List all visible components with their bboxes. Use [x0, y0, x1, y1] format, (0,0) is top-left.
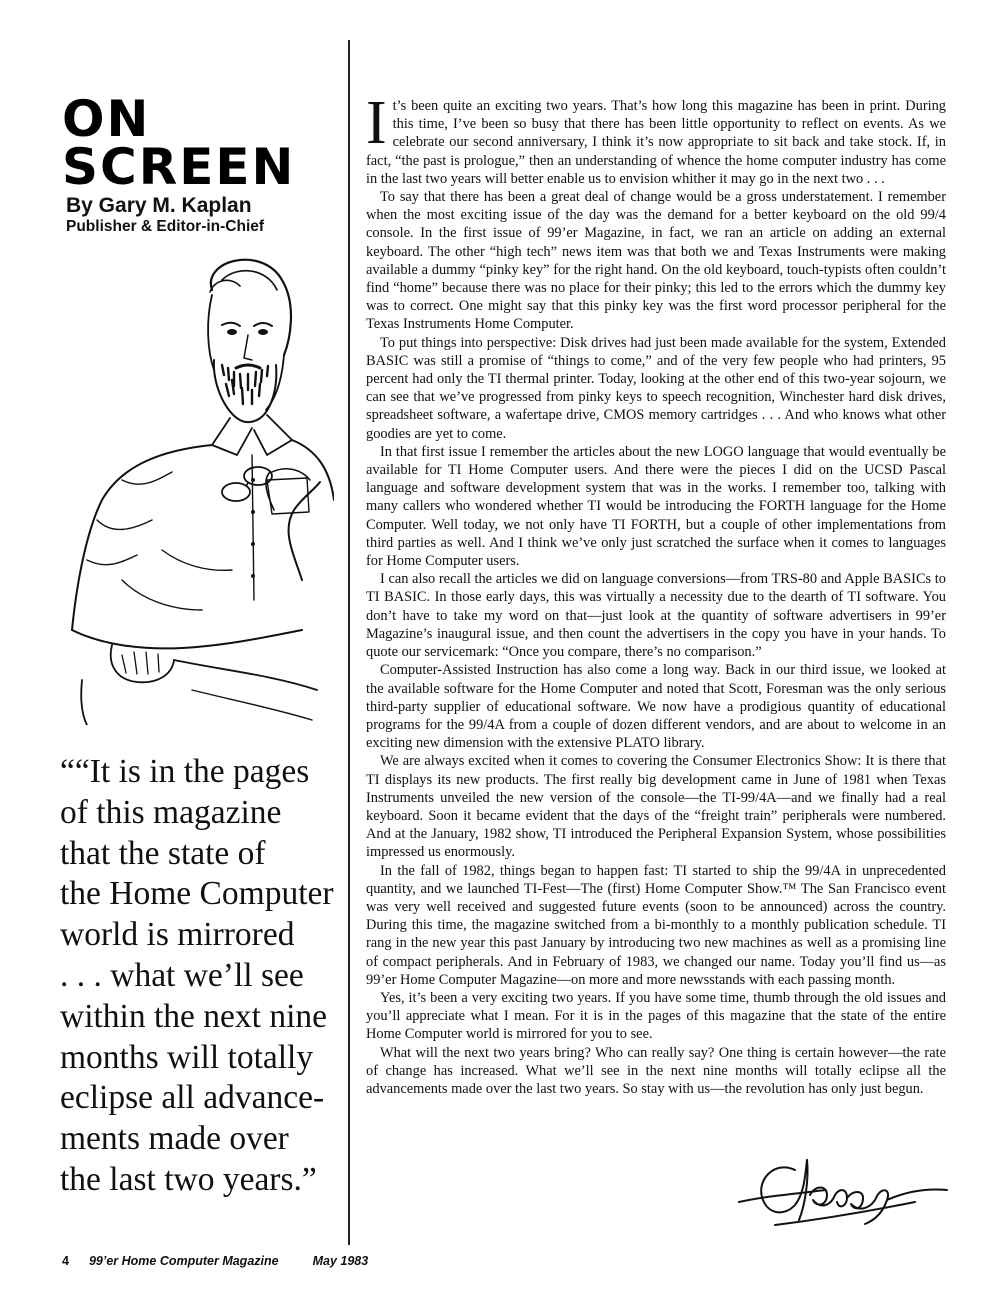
column-heading: [62, 90, 296, 196]
pull-quote: [60, 752, 352, 1201]
article-paragraph: We are always excited when it comes to covering the Consumer Electronics Show: It is there that TI displays its new products. The first really big development came in June of 1981 when Texas Instruments unveiled the new version of the console—the TI-99/4A—and we finally had a real keyboard. Soon it became evident that the days of the “freight train” peripherals were numbered. And at the January, 1982 show, TI introduced the Peripheral Expansion System, whose possibilities impressed us enormously.: [366, 753, 946, 861]
pull-quote-line: ““It is in the pages: [60, 753, 310, 790]
article-paragraph: It’s been quite an exciting two years. That’s how long this magazine has been in print. During this time, I’ve been so busy that there has been little opportunity to reflect on events. As we celebrate our second anniversary, I think it’s now appropriate to sit back and take stock. If, in fact, “the past is prologue,” then an understanding of whence the home computer industry has come in the last two years will better enable us to envision whither it may go in the next two . . .: [366, 89, 946, 187]
article-paragraph: In the fall of 1982, things began to happen fast: TI started to ship the 99/4A in unprecedented quantity, and we launched TI-Fest—The (first) Home Computer Show.™ The San Francisco event was very well received and suggested future events (soon to be announced) across the country. During this time, the magazine switched from a bi-monthly to a monthly publication schedule. TI rang in the new year this past January by introducing two new machines as well as a promising line of compact peripherals. And in February of 1983, we changed our name. Today you’ll find us—as 99’er Home Computer Magazine—on more and more newsstands with each passing month.: [366, 862, 946, 988]
pull-quote-line: ments made over: [60, 1120, 289, 1158]
article-paragraph: To say that there has been a great deal of change would be a gross understatement. I remember when the most exciting issue of the day was the demand for a better keyboard on the old 99/4 console. In the first issue of 99’er Magazine, in fact, we ran an article on adding an external keyboard. The other “high tech” news item was that both we and Texas Instruments were making available a dummy “pinky key” for the right hand. On the old keyboard, touch-typists often couldn’t find “home” because there was no place for their pinky; this led to the errors which the dummy key was to correct. One might say that this pinky key was the first word processor peripheral for the Texas Instruments Home Computer.: [366, 189, 946, 333]
author-title: Publisher & Editor-in-Chief: [66, 218, 265, 235]
author-byline: By Gary M. Kaplan: [66, 194, 252, 217]
article-paragraph: Yes, it’s been a very exciting two years. If you have some time, thumb through the old issues and you’ll appreciate what I mean. For it is in the pages of this magazine that the state of the entire Home Computer world is mirrored for you to see.: [366, 989, 946, 1043]
article-paragraph: In that first issue I remember the articles about the new LOGO language that would eventually be available for TI Home Computer users. And there were the pieces I did on the UCSD Pascal language and software development system that was in the works. I remember too, talking with many callers who wondered whether TI would be introducing the FORTH language for the Home Computer. Well today, we not only have TI FORTH, but a couple of other implementations from third parties as well. And I think we’ve only just scratched the surface when it comes to languages for Home Computer users.: [366, 443, 946, 570]
pull-quote-line: eclipse all advance-: [60, 1079, 325, 1117]
pull-quote-line: . . . what we’ll see: [60, 956, 304, 994]
pull-quote-line: the Home Computer: [60, 875, 334, 913]
pull-quote-line: within the next nine: [60, 997, 328, 1035]
page-number: 4: [62, 1254, 69, 1268]
page-footer: [62, 1254, 368, 1268]
portrait-sketch: [62, 250, 334, 725]
article-paragraph: What will the next two years bring? Who can really say? One thing is certain however—the rate of change has increased. What we’ll see in the next nine months will totally eclipse all the advancements made over the last two years. So stay with us—the revolution has only just begun.: [366, 1044, 946, 1097]
magazine-name: 99’er Home Computer Magazine: [88, 1254, 279, 1268]
pull-quote-line: of this magazine: [60, 793, 282, 831]
issue-date: May 1983: [312, 1254, 369, 1268]
drop-cap: I: [366, 89, 387, 157]
column-divider: [348, 40, 350, 1245]
pull-quote-line: months will totally: [60, 1038, 314, 1076]
handwritten-signature: [735, 1150, 950, 1235]
article-paragraph: To put things into perspective: Disk drives had just been made available for the system, Extended BASIC was still a promise of “things to come,” and of the very few people who had printers, 95 percent had only the TI thermal printer. Today, looking at the other end of this two-year sojourn, we can see that we’ve progressed from pinky keys to speech recognition, Winchester hard disk drives, spreadsheet software, a wafertape drive, CMOS memory cartridges . . . And who knows what other goodies are yet to come.: [366, 334, 946, 442]
article-body: [366, 89, 946, 1098]
pull-quote-line: the last two years.”: [60, 1160, 317, 1198]
heading-line-1: ON: [62, 90, 151, 148]
article-paragraph: I can also recall the articles we did on language conversions—from TRS-80 and Apple BASICs to TI BASIC. In those early days, this was virtually a necessity due to the dearth of TI software. You don’t have to take my word on that—just look at the quantity of software advertisers in 99’er Magazine’s inaugural issue, and then count the advertisers in the copy you have in your hands. To quote our servicemark: “Once you compare, there’s no comparison.”: [366, 571, 946, 661]
heading-line-2: SCREEN: [62, 138, 296, 196]
article-paragraph: Computer-Assisted Instruction has also come a long way. Back in our third issue, we looked at the available software for the Home Computer and noted that Scott, Foresman was the only serious third-party supplier of educational software. We now have a prodigious quantity of educational programs for the 99/4A from a couple of dozen different vendors, and are about to welcome in an exciting new dimension with the extensive PLATO library.: [366, 662, 946, 752]
pull-quote-line: world is mirrored: [60, 916, 295, 954]
pull-quote-line: that the state of: [60, 834, 266, 872]
